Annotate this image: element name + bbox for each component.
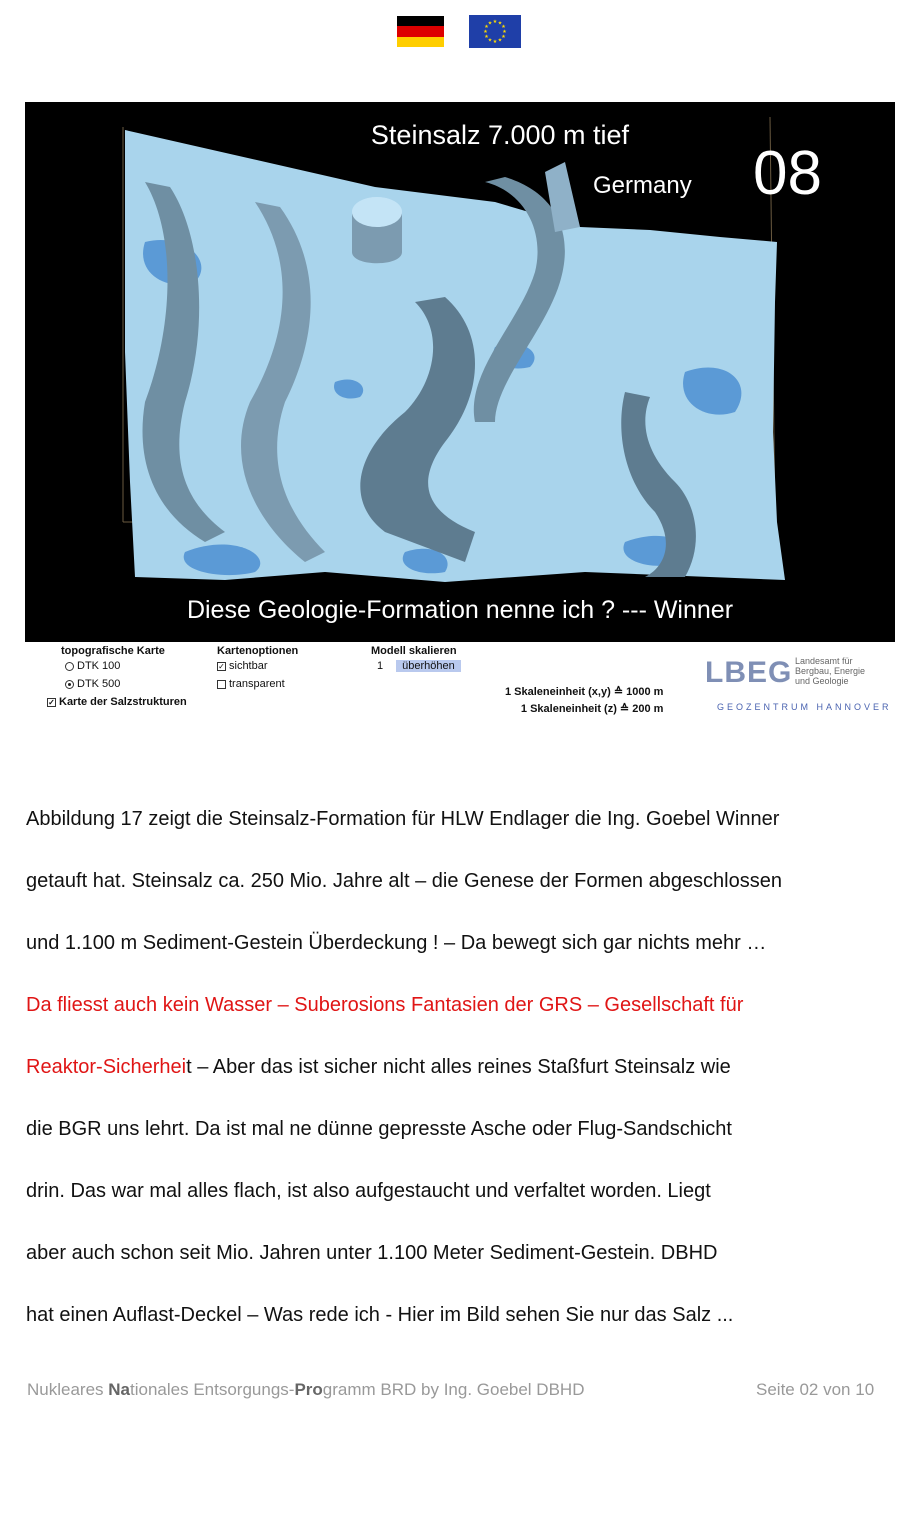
geozentrum-label: GEOZENTRUM HANNOVER <box>717 702 892 712</box>
model-scale-group <box>371 645 461 675</box>
body-line: Abbildung 17 zeigt die Steinsalz-Formation für HLW Endlager die Ing. Goebel Winner <box>26 808 780 830</box>
body-line <box>26 1036 896 1098</box>
checkbox-icon <box>217 680 226 689</box>
model-scale-heading: Modell skalieren <box>371 645 457 657</box>
radio-dtk100[interactable] <box>65 657 187 675</box>
model-control-panel <box>25 644 895 718</box>
svg-text:★: ★ <box>492 39 498 45</box>
svg-text:★: ★ <box>502 29 507 35</box>
body-line: hat einen Auflast-Deckel – Was rede ich - Hier im Bild sehen Sie nur das Salz ... <box>26 1304 734 1326</box>
body-line: drin. Das war mal alles flach, ist also aufgestaucht und verfaltet worden. Liegt <box>26 1180 711 1202</box>
body-highlight-fragment: Reaktor-Sicherhei <box>26 1056 187 1078</box>
figure-title: Steinsalz 7.000 m tief <box>370 120 630 150</box>
scale-value[interactable]: 1 <box>377 660 384 672</box>
page-number: Seite 02 von 10 <box>756 1380 875 1399</box>
topo-map-group <box>48 645 187 711</box>
checkbox-visible[interactable] <box>217 657 298 675</box>
checkbox-transparent-label: transparent <box>229 678 285 690</box>
exaggerate-button[interactable]: überhöhen <box>396 660 461 672</box>
figure-caption: Diese Geologie-Formation nenne ich ? --- Winner <box>186 596 734 624</box>
svg-text:★: ★ <box>487 37 493 44</box>
radio-dtk500-label: DTK 500 <box>77 678 121 690</box>
radio-dtk100-label: DTK 100 <box>77 660 121 672</box>
svg-text:★: ★ <box>484 24 489 30</box>
svg-text:★: ★ <box>501 34 506 40</box>
footer-title: Nukleares Nationales Entsorgungs-Programm BRD by Ing. Goebel DBHD <box>27 1380 585 1399</box>
checkbox-transparent[interactable] <box>217 675 298 693</box>
body-line-highlight: Da fliesst auch kein Wasser – Suberosions Fantasien der GRS – Gesellschaft für <box>26 994 744 1016</box>
checkbox-checked-icon: ✓ <box>218 661 225 671</box>
svg-text:★: ★ <box>501 24 506 30</box>
checkbox-salt-structures-label: Karte der Salzstrukturen <box>59 696 187 708</box>
german-flag-icon <box>397 16 444 47</box>
scale-xy-label: 1 Skaleneinheit (x,y) ≙ 1000 m <box>505 686 664 698</box>
svg-text:★: ★ <box>483 29 488 35</box>
svg-text:★: ★ <box>487 20 493 27</box>
lbeg-description: Landesamt für Bergbau, Energie und Geologie <box>795 656 866 686</box>
map-options-group <box>217 645 298 693</box>
figure-number: 08 <box>753 139 822 208</box>
svg-text:★: ★ <box>497 37 503 44</box>
radio-icon <box>65 662 74 671</box>
figure-country-label: Germany <box>593 172 692 199</box>
checkbox-visible-label: sichtbar <box>229 660 268 672</box>
map-options-heading: Kartenoptionen <box>217 645 299 657</box>
body-line: und 1.100 m Sediment-Gestein Überdeckung ! – Da bewegt sich gar nichts mehr … <box>26 932 767 954</box>
checkbox-salt-structures[interactable] <box>47 693 187 711</box>
scale-legend <box>505 684 663 718</box>
svg-text:★: ★ <box>484 34 489 40</box>
topo-map-heading: topografische Karte <box>61 645 165 657</box>
body-line-rest: t – Aber das ist sicher nicht alles reines Staßfurt Steinsalz wie <box>186 1056 731 1078</box>
lbeg-logo-text: LBEG <box>705 656 793 689</box>
radio-dtk500[interactable] <box>65 675 187 693</box>
checkbox-checked-icon: ✓ <box>48 697 55 707</box>
body-paragraph <box>26 788 896 1346</box>
svg-text:★: ★ <box>497 20 503 27</box>
svg-text:★: ★ <box>492 19 498 25</box>
scale-z-label: 1 Skaleneinheit (z) ≙ 200 m <box>520 703 664 715</box>
body-line: die BGR uns lehrt. Da ist mal ne dünne gepresste Asche oder Flug-Sandschicht <box>26 1118 732 1140</box>
body-line: aber auch schon seit Mio. Jahren unter 1.100 Meter Sediment-Gestein. DBHD <box>26 1242 718 1264</box>
lbeg-logo <box>705 654 895 714</box>
salt-formation-figure <box>25 102 895 642</box>
body-line: getauft hat. Steinsalz ca. 250 Mio. Jahre alt – die Genese der Formen abgeschlossen <box>26 870 782 892</box>
radio-selected-icon <box>65 680 74 689</box>
eu-flag-icon <box>469 15 521 48</box>
